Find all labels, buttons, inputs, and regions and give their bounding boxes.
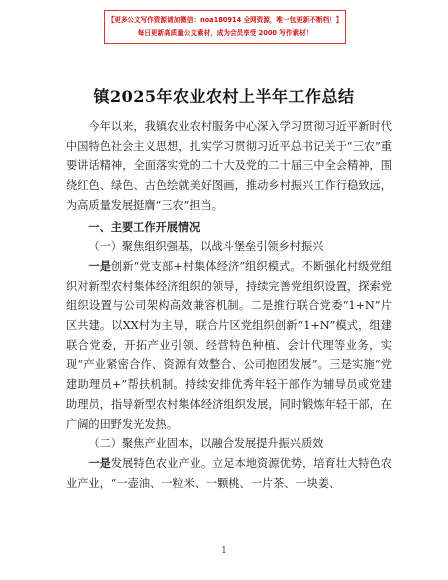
document-body bbox=[66, 117, 392, 493]
promo-banner bbox=[104, 10, 346, 44]
paragraph-1-text: 创新“党支部+村集体经济”组织模式。不断强化村级党组织对新型农村集体经济组织的领导，持续完善党组织设置，探索党组织设置与公司架构高效兼容机制。二是推行联合党委“1+N”片区共建。以XX村为主导，联合片区党组织创新“1+N”模式，组建联合党委，开拓产业引领、经营特色种植、会计代理等业务，实现“产业紧密合作、资源有效整合、公司抱团发展”。三是实施“党建助理员+”帮扶机制。持续安排优秀年轻干部作为辅导员或党建助理员，指导新型农村集体经济组织发展，同时锻炼年轻干部，在广阔的田野发光发热。 bbox=[66, 259, 392, 431]
paragraph-1-lead: 一是 bbox=[88, 258, 111, 273]
paragraph-2 bbox=[66, 454, 392, 493]
banner-line-2: 每日更新高质量公文素材，成为会员享受 2000 写作素材！ bbox=[137, 29, 313, 37]
section-heading: 一、主要工作开展情况 bbox=[88, 220, 201, 234]
subsection-heading-2: （二）聚焦产业固本，以融合发展提升振兴质效 bbox=[88, 437, 324, 451]
paragraph-1 bbox=[66, 257, 392, 434]
subsection-heading-1: （一）聚焦组织强基，以战斗堡垒引领乡村振兴 bbox=[88, 240, 324, 254]
paragraph-2-text: 发展特色农业产业。立足本地资源优势，培育壮大特色农业产业，“一壶油、一粒米、一颗桃、一片茶、一块姜、 bbox=[66, 456, 392, 490]
paragraph-2-lead: 一是 bbox=[88, 455, 111, 470]
intro-paragraph: 今年以来，我镇农业农村服务中心深入学习贯彻习近平新时代中国特色社会主义思想，扎实学习贯彻习近平总书记关于“三农”重要讲话精神，全面落实党的二十大及党的二十届三中全会精神，围绕红色、绿色、古色绘就美好图画，推动乡村振兴工作行稳致远，为高质量发展挺膺“三农”担当。 bbox=[66, 120, 392, 212]
document-title: 镇2025年农业农村上半年工作总结 bbox=[93, 87, 355, 106]
page-number: 1 bbox=[221, 546, 227, 556]
banner-line-1: 【更多公文写作资源请加微信：noa180914 全网资源，唯一包更新不断档！】 bbox=[107, 16, 343, 24]
